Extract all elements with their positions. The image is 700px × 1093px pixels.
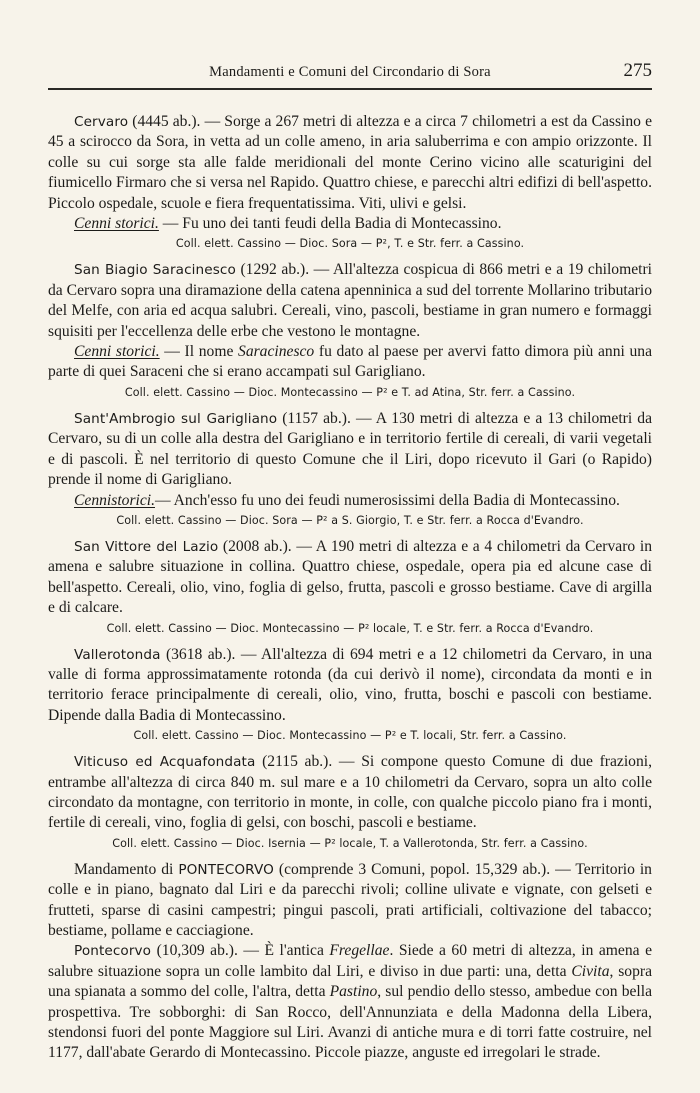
entry-text: All'altezza di 694 metri e a 12 chilometri da Cervaro, in una valle di forma approssimatamente rotonda (da cui derivò il nome), circondata da monti e in territorio ferace principalmente di cereali, olio, vino, frutta, boschi e pascoli con bestiame. Dipende dalla Badia di Montecassino. [48,645,653,724]
entry-name: San Vittore del Lazio [74,538,219,555]
entry-text: A 130 metri di altezza e a 13 chilometri da Cervaro, su di un colle alla destra del Garigliano e in territorio fertile di cereali, di varii vegetali e di pascoli. È nel territorio di questo Comune che il Liri, dopo ricevuto il Gari (o Rapido) prende il nome di Garigliano. [48,409,653,489]
cenni-italic: Saracinesco [238,343,315,361]
entry-text: . Siede a 60 metri di altezza, in amena e salubre situazione sopra un colle lambito dal Liri, e diviso in due parti: una, detta [48,942,652,980]
cenni-text: — Anch'esso fu uno dei feudi numerosissimi della Badia di Montecassino. [155,491,620,509]
mandamento-name: PONTECORVO [178,861,274,878]
entry-name: Viticuso ed Acquafondata [74,754,256,771]
page-number: 275 [623,60,652,81]
entry-text: , sul pendio dello stesso, ambedue con bella prospettiva. Tre sobborghi: di San Rocco, dell'Annunziata e della Madonna della Libera, stendonsi fuori del ponte Maggiore sul Liri. Avanzi di antiche mura e di torri fatte costruire, nel 1177, dall'abate Gerardo di Montecassino. Piccole piazze, anguste ed irregolari le strade. [48,983,652,1062]
entry-san-vittore [48,537,652,619]
entry-italic: Pastino [329,983,378,1001]
collegio-line: Coll. elett. Cassino — Dioc. Sora — P², T. e Str. ferr. a Cassino. [175,237,525,251]
cenni-text: — Il nome [159,343,239,361]
entry-population: (10,309 ab.). — [151,942,265,960]
cenni-label: Cenni storici. [74,215,159,233]
entry-italic: Civita [571,962,610,980]
collegio-line: Coll. elett. Cassino — Dioc. Montecassino — P² e T. ad Atina, Str. ferr. a Cassino. [124,385,576,399]
entry-san-biagio [48,260,652,342]
entry-name: Pontecorvo [74,943,152,960]
collegio-line: Coll. elett. Cassino — Dioc. Isernia — P² locale, T. a Vallerotonda, Str. ferr. a Cassino. [112,836,588,850]
entry-population: (2115 ab.). — [255,753,362,771]
entry-population: (2008 ab.). — [218,537,316,555]
entry-mandamento-pontecorvo [48,860,652,942]
entry-vallerotonda [48,645,652,727]
cenni-text: — Fu uno dei tanti feudi della Badia di Montecassino. [158,215,502,233]
entry-name: Vallerotonda [74,646,161,663]
cenni-label: Cenni storici. [74,343,160,361]
entry-text: Si compone questo Comune di due frazioni, entrambe all'altezza di circa 840 m. sul mare e a 10 chilometri da Cervaro, sopra un alto colle circondato da montagne, con territorio in monte, in colle, con qualche piccolo piano fra i monti, fertile di cereali, vino, foglia di gelsi, con boschi, pascoli e bestiame. [48,753,652,832]
entry-text: All'altezza cospicua di 866 metri e a 19 chilometri da Cervaro sopra una diramazione della catena apenninica a sud del torrente Mollarino tributario del Melfe, con aria ed acqua salubri. Cereali, vino, pascoli, bestiame in gran numero e formaggi squisiti per l'eccellenza delle erbe che vestono le montagne. [48,261,652,340]
page-body [48,112,652,1064]
entry-text: Sorge a 267 metri di altezza e a circa 7 chilometri a est da Cassino e 45 a scirocco da Sora, in vetta ad un colle ameno, in aria saluberrima e con ampio orizzonte. Il colle su cui sorge sta alle falde meridionali del monte Cerino vicino alle scaturigini del fiumicello Firmaro che si versa nel Rapido. Quattro chiese, e parecchi altri edifizi di bell'aspetto. Piccolo ospedale, scuole e fiera frequentatissima. Viti, ulivi e gelsi. [48,113,652,212]
collegio-line: Coll. elett. Cassino — Dioc. Montecassino — P² e T. locali, Str. ferr. a Cassino. [133,729,567,743]
cenni-label: Cennistorici. [74,491,155,509]
entry-name: San Biagio Saracinesco [74,262,236,279]
entry-population: (1292 ab.). — [235,261,333,279]
running-title: Mandamenti e Comuni del Circondario di Sora [209,64,491,80]
mandamento-prefix: Mandamento di [74,860,179,878]
entry-cervaro [48,112,652,214]
entry-population: (4445 ab.). — [128,113,225,130]
entry-text: , sopra una spianata a sommo del colle, l'altra, detta [48,962,652,1001]
running-header [48,60,652,90]
collegio-line: Coll. elett. Cassino — Dioc. Montecassino — P² locale, T. e Str. ferr. a Rocca d'Evandro. [106,621,594,635]
cenni-storici [48,342,652,383]
entry-population: (3618 ab.). — [160,645,262,663]
collegio-line: Coll. elett. Cassino — Dioc. Sora — P² a S. Giorgio, T. e Str. ferr. a Rocca d'Evandro. [116,513,584,527]
entry-pontecorvo [48,941,652,1063]
entry-sant-ambrogio [48,409,652,491]
entry-viticuso [48,752,652,834]
entry-text: È l'antica [264,942,330,960]
entry-italic: Fregellae [329,942,390,960]
entry-name: Cervaro [74,114,129,130]
entry-population: (1157 ab.). — [277,409,376,427]
cenni-text: fu dato al paese per avervi fatto dimora più anni una parte di quei Saraceni che si erano accampati sul Garigliano. [48,343,652,381]
cenni-storici [48,214,652,234]
entry-text: A 190 metri di altezza e a 4 chilometri da Cervaro in amena e salubre situazione in collina. Quattro chiese, ospedale, opera pia ed alcune case di bell'aspetto. Cereali, olio, vino, foglia di gelso, frutta, pascoli e grosso bestiame. Cave di argilla e di calcare. [48,537,653,617]
mandamento-text: (comprende 3 Comuni, popol. 15,329 ab.). — Territorio in colle e in piano, bagnato dal Liri e da parecchi rivoli; colline ulivate e vignate, con gelseti e frutteti, sparse di casini campestri; pingui pascoli, prati artificiali, coltivazione del tabacco; bestiame, pollame e cacciagione. [48,860,652,939]
entry-name: Sant'Ambrogio sul Garigliano [74,410,278,427]
cenni-storici [48,491,652,511]
